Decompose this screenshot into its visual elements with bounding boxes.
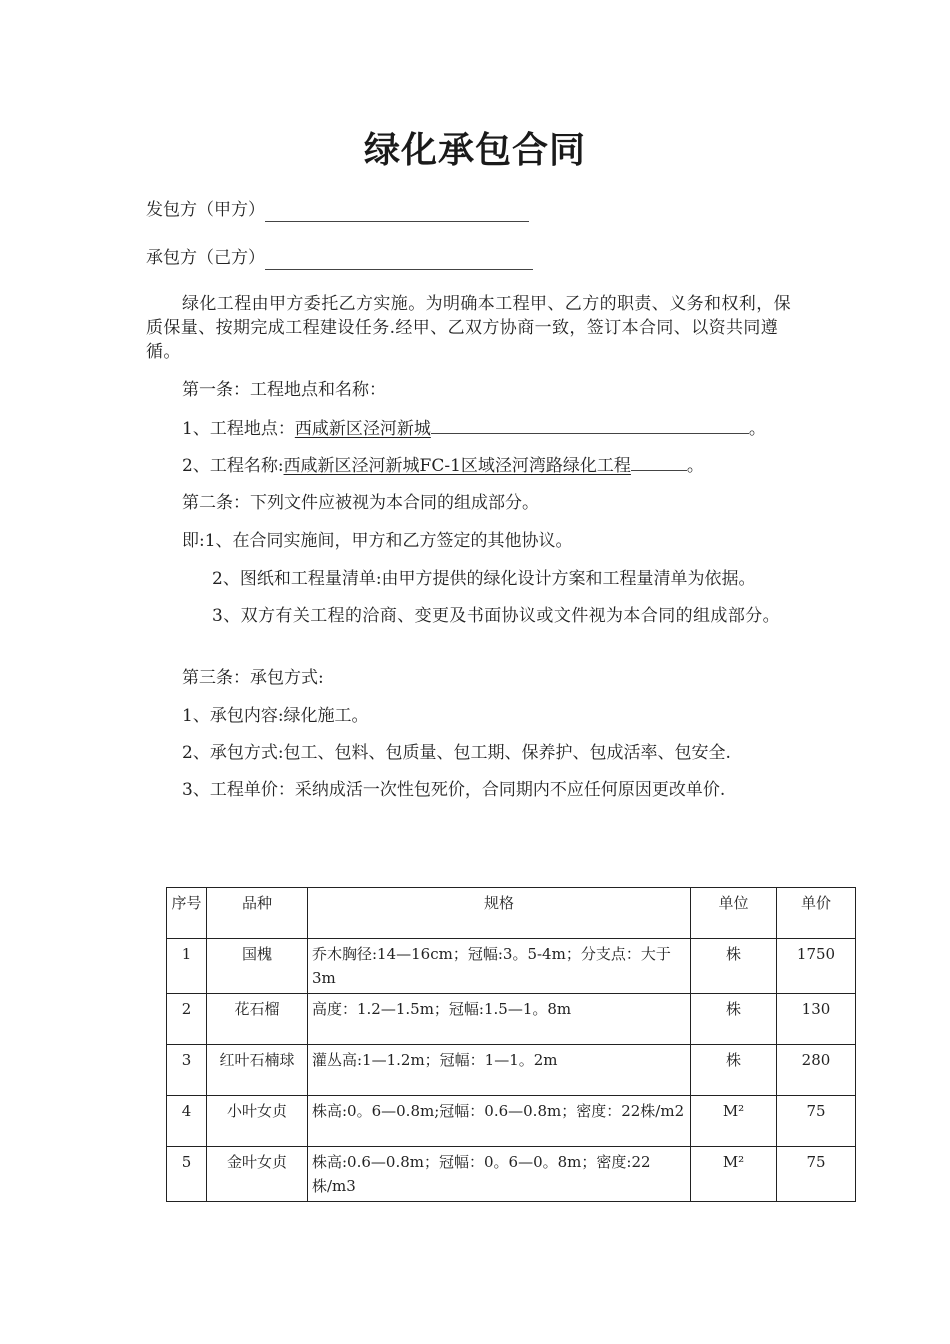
table-row — [167, 994, 856, 1045]
party-a-blank[interactable] — [265, 201, 529, 222]
article3-heading: 第三条：承包方式: — [182, 668, 324, 688]
row-unit: 株 — [691, 1045, 777, 1096]
header-index: 序号 — [167, 888, 207, 939]
project-location-line — [182, 417, 766, 441]
row-price: 130 — [777, 994, 856, 1045]
location-underline — [431, 432, 749, 434]
row-price: 75 — [777, 1147, 856, 1202]
row-variety: 小叶女贞 — [207, 1096, 308, 1147]
article2-item3: 3、双方有关工程的洽商、变更及书面协议或文件视为本合同的组成部分。 — [212, 606, 781, 626]
row-spec: 株高:0.6—0.8m；冠幅：0。6—0。8m；密度:22株/m3 — [308, 1147, 691, 1202]
article3-item3: 3、工程单价：采纳成活一次性包死价，合同期内不应任何原因更改单价. — [182, 780, 726, 800]
document-title: 绿化承包合同 — [363, 130, 586, 171]
row-price: 280 — [777, 1045, 856, 1096]
table-row — [167, 1147, 856, 1202]
project-name-label: 2、工程名称: — [182, 456, 284, 476]
row-variety: 金叶女贞 — [207, 1147, 308, 1202]
party-b-line — [146, 246, 533, 270]
header-unit: 单位 — [691, 888, 777, 939]
header-price: 单价 — [777, 888, 856, 939]
table-row — [167, 1045, 856, 1096]
table-row — [167, 939, 856, 994]
project-name-value: 西咸新区泾河新城FC-1区域泾河湾路绿化工程 — [283, 456, 631, 476]
project-name-line — [182, 454, 704, 478]
name-underline — [631, 469, 687, 471]
project-location-label: 1、工程地点： — [182, 419, 295, 439]
party-b-blank[interactable] — [265, 249, 533, 270]
row-variety: 国槐 — [207, 939, 308, 994]
row-unit: M² — [691, 1096, 777, 1147]
row-variety: 红叶石楠球 — [207, 1045, 308, 1096]
row-index: 3 — [167, 1045, 207, 1096]
name-end-mark: 。 — [686, 456, 704, 476]
header-spec: 规格 — [308, 888, 691, 939]
project-location-value: 西咸新区泾河新城 — [294, 419, 431, 439]
article3-item1: 1、承包内容:绿化施工。 — [182, 706, 369, 726]
party-a-line — [146, 198, 529, 222]
header-variety: 品种 — [207, 888, 308, 939]
row-unit: M² — [691, 1147, 777, 1202]
row-spec: 乔木胸径:14—16cm；冠幅:3。5-4m；分支点：大于3m — [308, 939, 691, 994]
row-index: 5 — [167, 1147, 207, 1202]
row-price: 75 — [777, 1096, 856, 1147]
row-index: 2 — [167, 994, 207, 1045]
table-header-row — [167, 888, 856, 939]
intro-paragraph: 绿化工程由甲方委托乙方实施。为明确本工程甲、乙方的职责、义务和权利，保质保量、按期完成工程建设任务.经甲、乙双方协商一致，签订本合同、以资共同遵循。 — [146, 294, 791, 362]
article3-item2: 2、承包方式:包工、包料、包质量、包工期、保养护、包成活率、包安全. — [182, 743, 731, 763]
article1-heading: 第一条：工程地点和名称： — [182, 380, 386, 400]
row-unit: 株 — [691, 994, 777, 1045]
row-unit: 株 — [691, 939, 777, 994]
location-end-mark: 。 — [748, 419, 766, 439]
article2-item1: 即:1、在合同实施间，甲方和乙方签定的其他协议。 — [182, 531, 573, 551]
party-b-label: 承包方（己方） — [146, 248, 265, 268]
row-spec: 高度：1.2—1.5m；冠幅:1.5—1。8m — [308, 994, 691, 1045]
party-a-label: 发包方（甲方） — [146, 200, 265, 220]
row-spec: 灌丛高:1—1.2m；冠幅：1—1。2m — [308, 1045, 691, 1096]
row-price: 1750 — [777, 939, 856, 994]
article2-item2: 2、图纸和工程量清单:由甲方提供的绿化设计方案和工程量清单为依据。 — [212, 569, 756, 589]
row-spec: 株高:0。6—0.8m;冠幅：0.6—0.8m；密度：22株/m2 — [308, 1096, 691, 1147]
row-index: 4 — [167, 1096, 207, 1147]
table-row — [167, 1096, 856, 1147]
row-index: 1 — [167, 939, 207, 994]
row-variety: 花石榴 — [207, 994, 308, 1045]
article2-heading: 第二条：下列文件应被视为本合同的组成部分。 — [182, 493, 539, 513]
price-table — [166, 887, 856, 1202]
